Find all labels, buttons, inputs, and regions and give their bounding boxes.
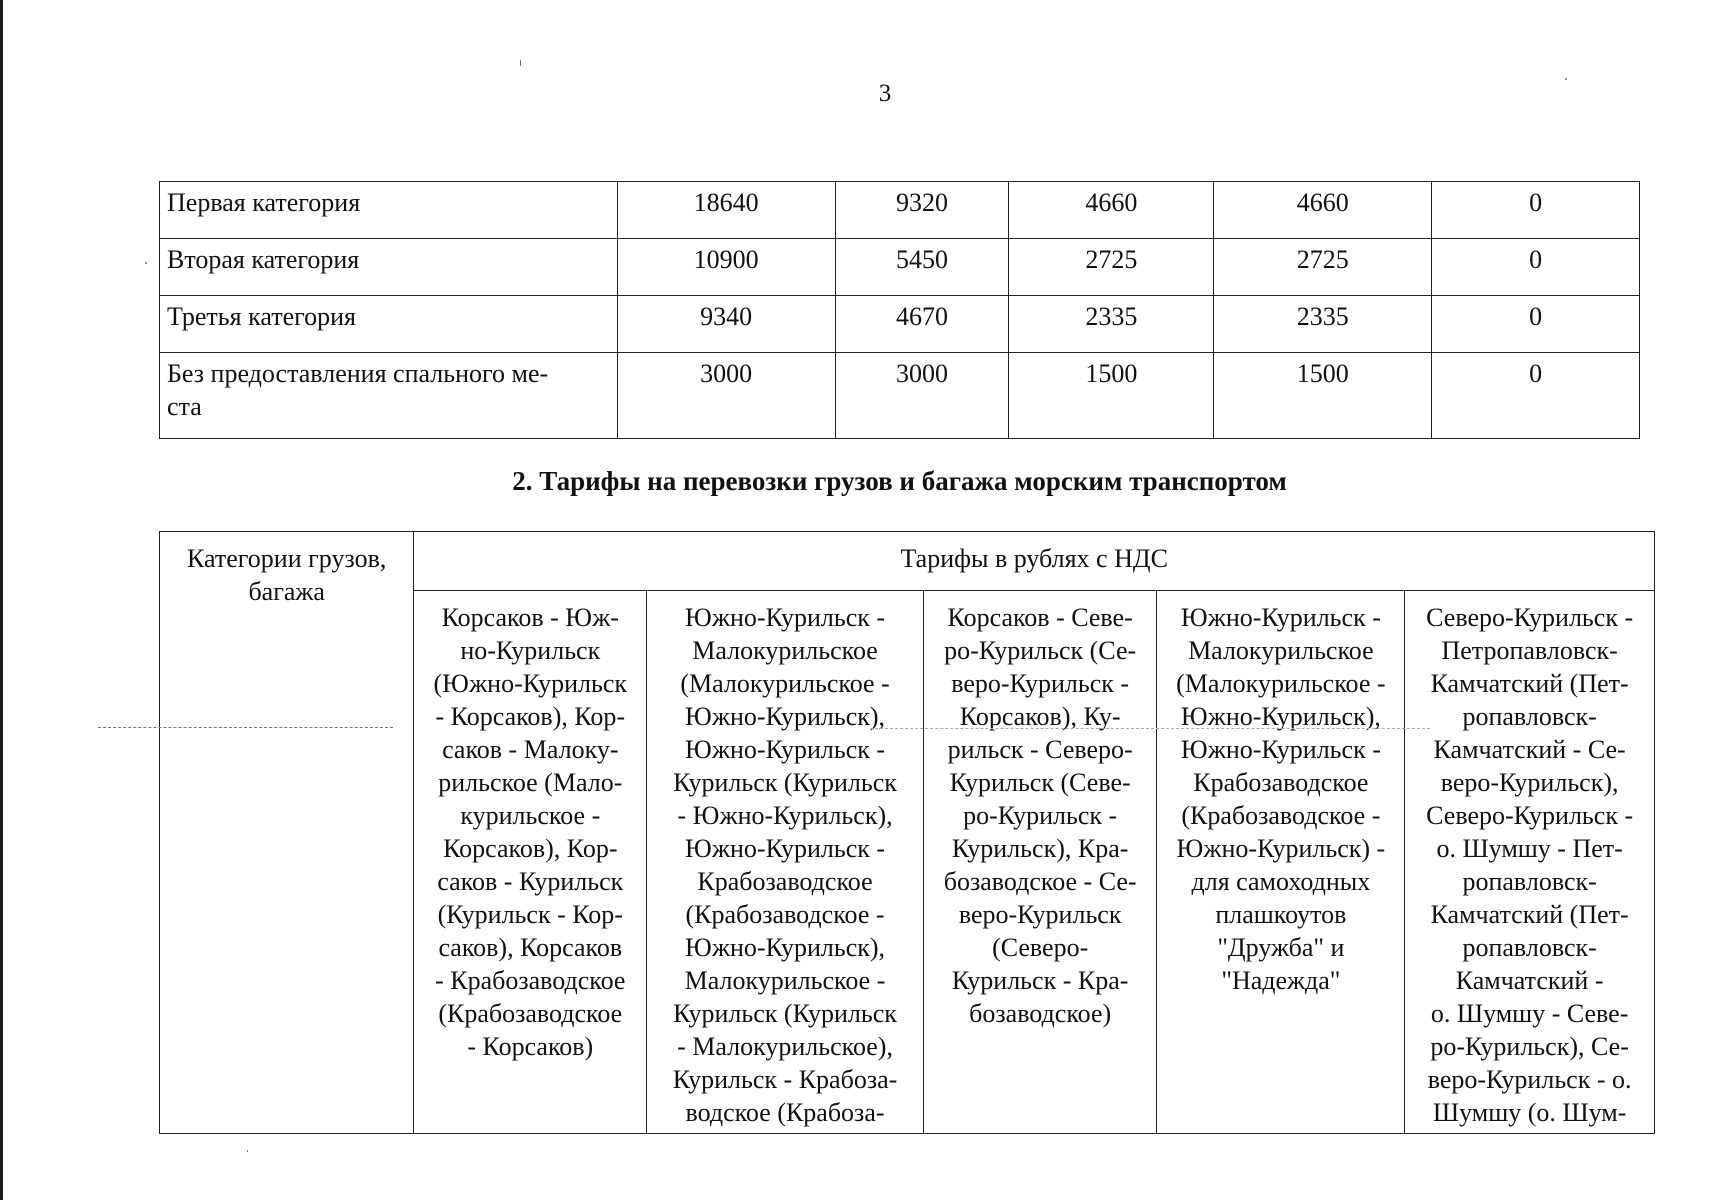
route-header-cell: Корсаков - Юж- но-Курильск (Южно-Курильск - Корсаков), Кор- саков - Малоку- рильское (Мало- курильское - Корсаков), Кор- саков - Курильск (Курильск - Кор- саков), Корсаков - Крабозаводское (Крабозаводское - Корсаков): [414, 591, 647, 1134]
scan-left-edge: [0, 0, 3, 1200]
table-cell: 2725: [1214, 239, 1432, 296]
table-cell: 3000: [617, 353, 835, 439]
table-cell: 0: [1432, 296, 1640, 353]
table-cell: 1500: [1009, 353, 1214, 439]
table-cell: 4660: [1009, 182, 1214, 239]
scan-speck: [145, 262, 147, 264]
row-label: Без предоставления спального ме- ста: [160, 353, 618, 439]
table-cell: 10900: [617, 239, 835, 296]
row-label: Первая категория: [160, 182, 618, 239]
table-header-row: [160, 532, 1655, 591]
table-row: [160, 353, 1640, 439]
route-header-cell: Южно-Курильск - Малокурильское (Малокурильское - Южно-Курильск), Южно-Курильск - Крабозаводское (Крабозаводское - Южно-Курильск) - для самоходных плашкоутов "Дружба" и "Надежда": [1157, 591, 1405, 1134]
table-cell: 4660: [1214, 182, 1432, 239]
cargo-tariff-table: [159, 531, 1655, 1134]
page-number: 3: [878, 80, 892, 107]
route-header-cell: Южно-Курильск - Малокурильское (Малокурильское - Южно-Курильск), Южно-Курильск - Курильск (Курильск - Южно-Курильск), Южно-Курильск - Крабозаводское (Крабозаводское - Южно-Курильск), Малокурильское - Курильск (Курильск - Малокурильское), Курильск - Крабоза- водское (Крабоза-: [647, 591, 924, 1134]
table-cell: 9340: [617, 296, 835, 353]
table-cell: 2335: [1214, 296, 1432, 353]
table-cell: 3000: [835, 353, 1009, 439]
table-cell: 9320: [835, 182, 1009, 239]
passenger-tariff-table-continuation: [159, 181, 1640, 439]
cargo-category-header: Категории грузов, багажа: [160, 532, 414, 1134]
table-cell: 5450: [835, 239, 1009, 296]
table-row: [160, 239, 1640, 296]
table-row: [160, 182, 1640, 239]
route-header-cell: Северо-Курильск - Петропавловск- Камчатский (Пет- ропавловск- Камчатский - Се- веро-Курильск), Северо-Курильск - о. Шумшу - Пет- ропавловск- Камчатский (Пет- ропавловск- Камчатский - о. Шумшу - Севе- ро-Курильск), Се- веро-Курильск - о. Шумшу (о. Шум-: [1405, 591, 1655, 1134]
scan-artifact-line: [98, 727, 393, 728]
table-cell: 1500: [1214, 353, 1432, 439]
scan-speck: [520, 60, 521, 66]
table-row: [160, 296, 1640, 353]
row-label: Вторая категория: [160, 239, 618, 296]
scan-artifact-line: [870, 728, 1430, 729]
table-cell: 4670: [835, 296, 1009, 353]
table-cell: 0: [1432, 182, 1640, 239]
route-header-cell: Корсаков - Севе- ро-Курильск (Се- веро-Курильск - Корсаков), Ку- рильск - Северо- Курильск (Севе- ро-Курильск - Курильск), Кра- бозаводское - Се- веро-Курильск (Северо- Курильск - Кра- бозаводское): [923, 591, 1157, 1134]
row-label: Третья категория: [160, 296, 618, 353]
table-cell: 18640: [617, 182, 835, 239]
table-cell: 0: [1432, 239, 1640, 296]
section-heading: 2. Тарифы на перевозки грузов и багажа морским транспортом: [512, 466, 1287, 496]
scan-speck: [247, 1150, 248, 1152]
table-cell: 2335: [1009, 296, 1214, 353]
table-cell: 0: [1432, 353, 1640, 439]
table-cell: 2725: [1009, 239, 1214, 296]
scan-speck: [1565, 78, 1567, 80]
tariff-header: Тарифы в рублях с НДС: [414, 532, 1655, 591]
